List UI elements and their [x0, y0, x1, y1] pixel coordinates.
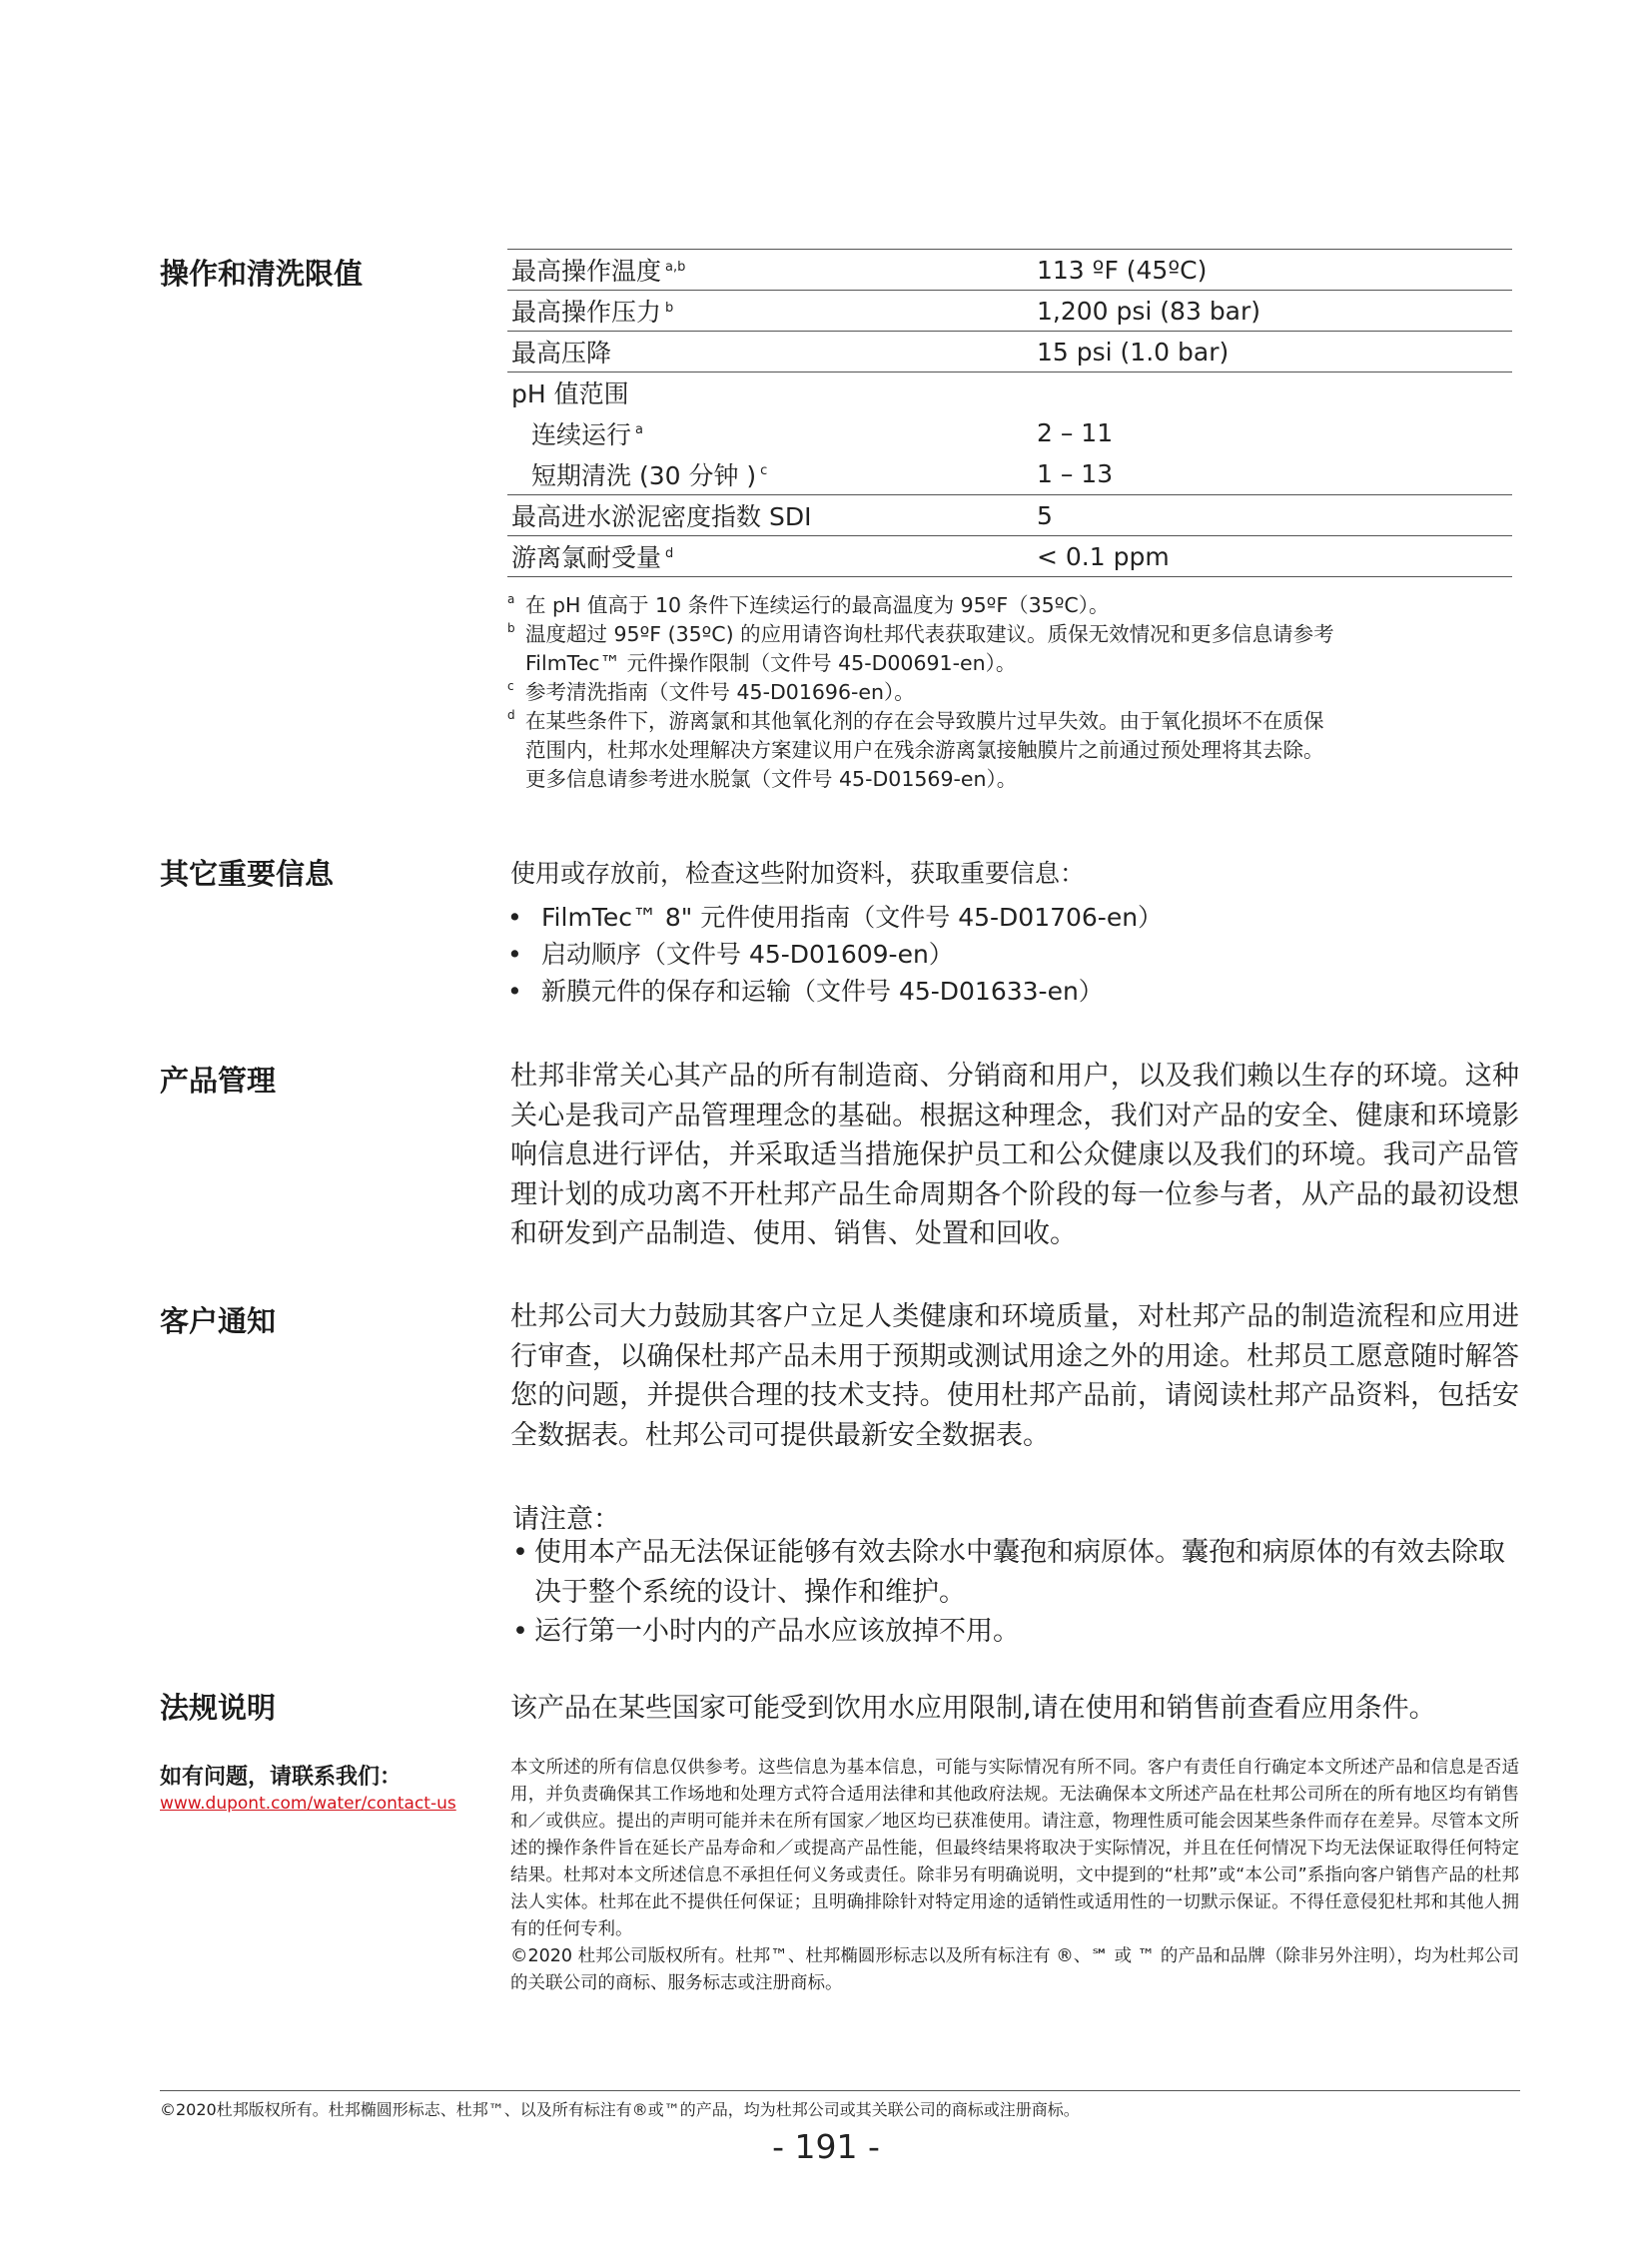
table-row: [507, 290, 1512, 331]
footnote-mark: c: [760, 463, 768, 479]
stewardship-paragraph: 杜邦非常关心其产品的所有制造商、分销商和用户，以及我们赖以生存的环境。这种关心是我司产品管理理念的基础。根据这种理念，我们对产品的安全、健康和环境影响信息进行评估，并采取适当措施保护员工和公众健康以及我们的环境。我司产品管理计划的成功离不开杜邦产品生命周期各个阶段的每一位参与者，从产品的最初设想和研发到产品制造、使用、销售、处置和回收。: [510, 1061, 1519, 1249]
row-label: 最高压降: [511, 339, 612, 368]
footnote-line: 更多信息请参考进水脱氯（文件号 45-D01569-en）。: [525, 767, 1018, 791]
table-row: [507, 249, 1512, 290]
table-row: [507, 331, 1512, 372]
row-label: 最高操作压力: [511, 298, 662, 327]
row-label: 最高进水淤泥密度指数 SDI: [511, 502, 812, 531]
section-heading-customer-notice: 客户通知: [160, 1304, 277, 1338]
footnote-mark: c: [507, 679, 514, 693]
row-label: 游离氯耐受量: [511, 543, 662, 572]
section-heading-regulatory: 法规说明: [160, 1691, 277, 1725]
other-info-intro: 使用或存放前，检查这些附加资料，获取重要信息：: [510, 859, 1086, 888]
disclaimer-text: 本文所述的所有信息仅供参考。这些信息为基本信息，可能与实际情况有所不同。客户有责任自行确定本文所述产品和信息是否适用，并负责确保其工作场地和处理方式符合适用法律和其他政府法规。无法确保本文所述产品在杜邦公司所在的所有地区均有销售和／或供应。提出的声明可能并未在所有国家／地区均已获准使用。请注意，物理性质可能会因某些条件而存在差异。尽管本文所述的操作条件旨在延长产品寿命和／或提高产品性能，但最终结果将取决于实际情况，并且在任何情况下均无法保证取得任何特定结果。杜邦对本文所述信息不承担任何义务或责任。除非另有明确说明，文中提到的“杜邦”或“本公司”系指向客户销售产品的杜邦法人实体。杜邦在此不提供任何保证；且明确排除针对特定用途的适销性或适用性的一切默示保证。不得任意侵犯杜邦和其他人拥有的任何专利。: [510, 1758, 1519, 1939]
footnote-mark: d: [665, 545, 674, 561]
row-label: pH 值范围: [511, 379, 629, 408]
table-row: [507, 494, 1512, 535]
page-number: - 191 -: [772, 2127, 880, 2166]
row-value: 2 – 11: [1037, 418, 1114, 447]
footnote-mark: a: [635, 422, 643, 438]
footnote: [507, 707, 1516, 794]
footnote: [507, 591, 1516, 620]
footnote-line: 参考清洗指南（文件号 45-D01696-en）。: [525, 680, 915, 704]
section-heading-stewardship: 产品管理: [160, 1064, 277, 1098]
operating-limits-table: [507, 249, 1512, 577]
row-value: < 0.1 ppm: [1037, 541, 1170, 571]
section-heading-operating-limits: 操作和清洗限值: [160, 257, 364, 291]
disclaimer: [510, 1755, 1519, 1997]
contact-us-link[interactable]: www.dupont.com/water/contact-us: [160, 1794, 456, 1814]
row-label: 连续运行: [531, 419, 632, 449]
row-value: 113 ºF (45ºC): [1037, 255, 1208, 285]
section-heading-other-info: 其它重要信息: [160, 857, 335, 891]
row-value: 5: [1037, 500, 1053, 530]
list-item: • 使用本产品无法保证能够有效去除水中囊孢和病原体。囊孢和病原体的有效去除取决于整个系统的设计、操作和维护。: [512, 1537, 1505, 1608]
table-footnotes: [507, 591, 1516, 794]
footnote: [507, 620, 1516, 678]
row-value: 15 psi (1.0 bar): [1037, 337, 1230, 367]
footnote-mark: a,b: [665, 259, 686, 275]
regulatory-text: 该产品在某些国家可能受到饮用水应用限制,请在使用和销售前查看应用条件。: [510, 1693, 1436, 1724]
footnote-mark: b: [507, 621, 515, 635]
table-row: [507, 453, 1512, 494]
footnote: [507, 678, 1516, 707]
table-row: [507, 372, 1512, 412]
footer-copyright: ©2020杜邦版权所有。杜邦椭圆形标志、杜邦™、以及所有标注有®或™的产品，均为杜邦公司或其关联公司的商标或注册商标。: [160, 2100, 1080, 2119]
footnote-line: 范围内，杜邦水处理解决方案建议用户在残余游离氯接触膜片之前通过预处理将其去除。: [525, 738, 1324, 762]
row-value: 1,200 psi (83 bar): [1037, 296, 1261, 326]
footnote-mark: d: [507, 708, 515, 722]
table-row: [507, 412, 1512, 453]
footnote-line: 温度超过 95ºF (35ºC) 的应用请咨询杜邦代表获取建议。质保无效情况和更多信息请参考: [525, 622, 1334, 646]
row-label: 最高操作温度: [511, 257, 662, 286]
notice-title: 请注意：: [512, 1504, 620, 1535]
row-value: 1 – 13: [1037, 459, 1114, 488]
footnote-line: 在 pH 值高于 10 条件下连续运行的最高温度为 95ºF（35ºC）。: [525, 593, 1110, 617]
list-item: • 启动顺序（文件号 45-D01609-en）: [507, 936, 1163, 973]
footer-divider: [160, 2090, 1520, 2091]
table-row: [507, 535, 1512, 577]
footnote-mark: b: [665, 300, 674, 316]
footnote-line: FilmTec™ 元件操作限制（文件号 45-D00691-en）。: [525, 651, 1017, 675]
customer-notice-paragraph: 杜邦公司大力鼓励其客户立足人类健康和环境质量，对杜邦产品的制造流程和应用进行审查，以确保杜邦产品未用于预期或测试用途之外的用途。杜邦员工愿意随时解答您的问题，并提供合理的技术支持。使用杜邦产品前，请阅读杜邦产品资料，包括安全数据表。杜邦公司可提供最新安全数据表。: [510, 1301, 1519, 1451]
reference-doc-list: [507, 899, 1163, 1010]
footnote-mark: a: [507, 592, 515, 606]
contact-title: 如有问题，请联系我们：: [160, 1764, 403, 1790]
notice-list: [510, 1533, 1519, 1652]
disclaimer-copyright: ©2020 杜邦公司版权所有。杜邦™、杜邦椭圆形标志以及所有标注有 ®、℠ 或 ™ 的产品和品牌（除非另外注明），均为杜邦公司的关联公司的商标、服务标志或注册商标。: [510, 1946, 1519, 1993]
list-item: • 新膜元件的保存和运输（文件号 45-D01633-en）: [507, 973, 1163, 1010]
list-item: • 运行第一小时内的产品水应该放掉不用。: [512, 1616, 1020, 1647]
footnote-line: 在某些条件下，游离氯和其他氧化剂的存在会导致膜片过早失效。由于氧化损坏不在质保: [525, 709, 1324, 733]
list-item: • FilmTec™ 8" 元件使用指南（文件号 45-D01706-en）: [507, 899, 1163, 936]
row-label: 短期清洗 (30 分钟 ): [531, 460, 757, 490]
